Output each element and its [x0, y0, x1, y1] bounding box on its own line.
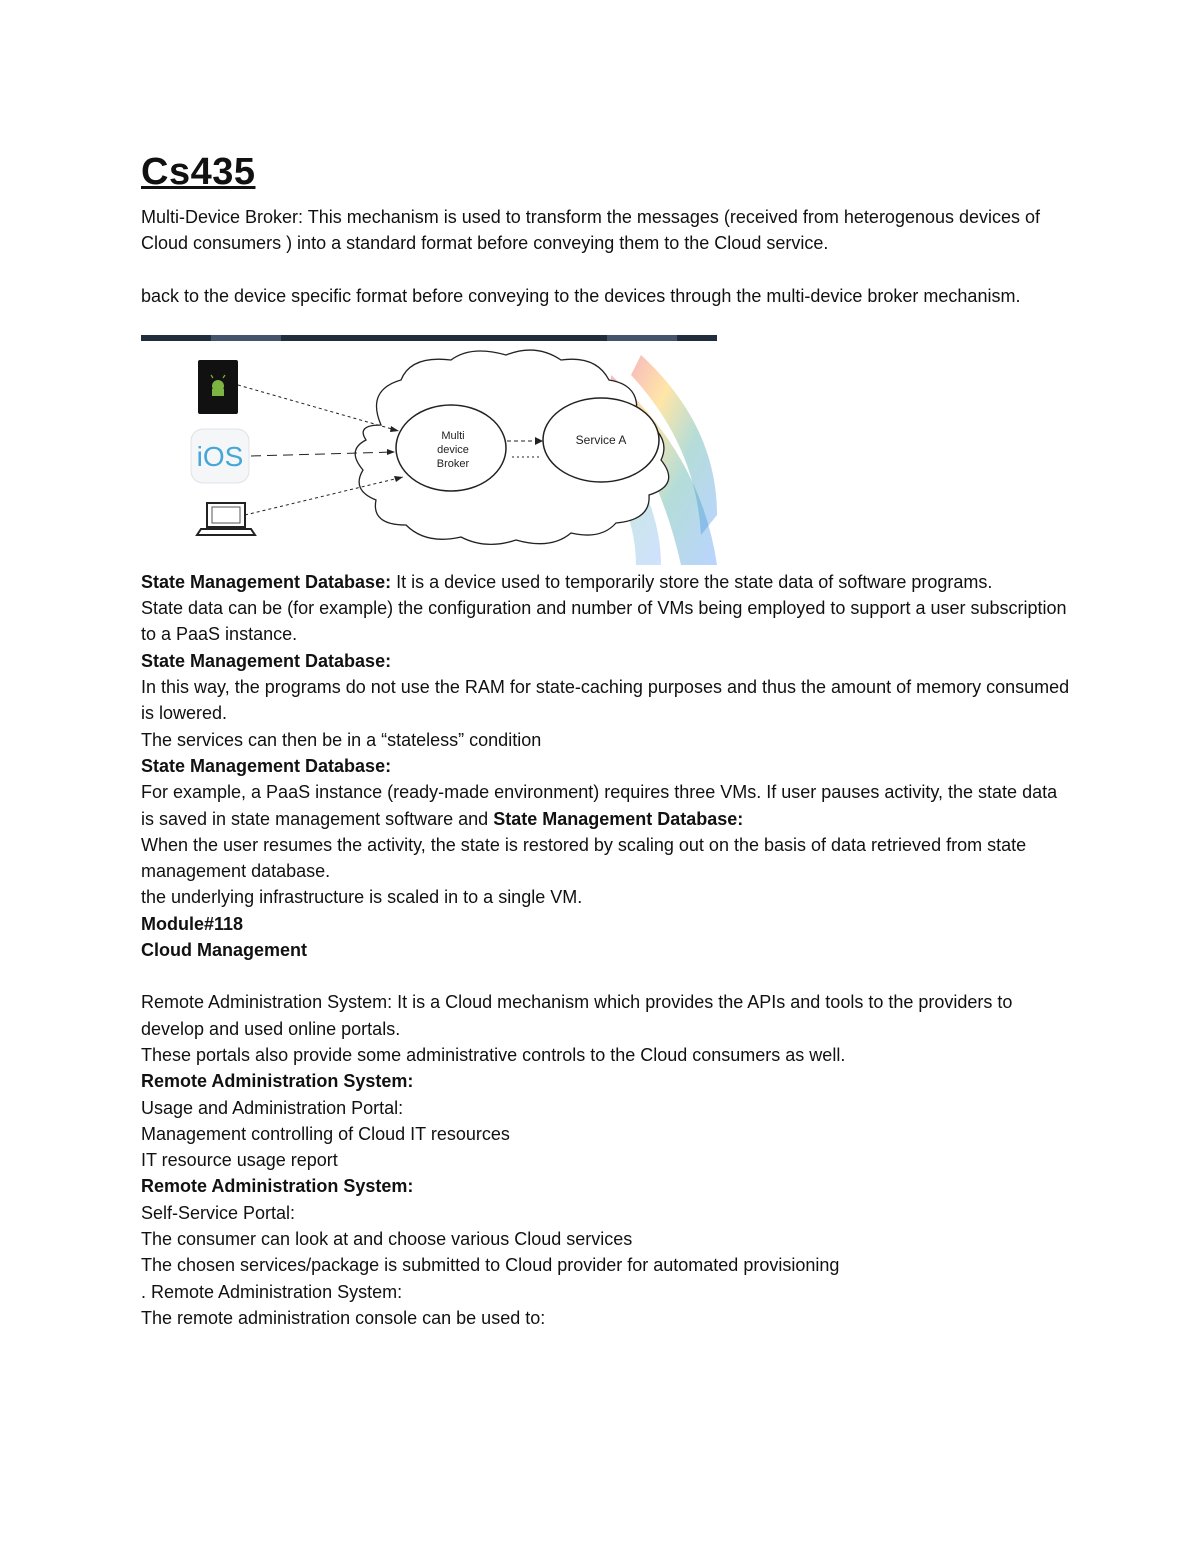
ras-line-5: The consumer can look at and choose various Cloud services	[141, 1229, 633, 1250]
smd-paragraph-3: In this way, the programs do not use the RAM for state-caching purposes and thus the amount of memory consumed is lowered.	[141, 677, 1070, 724]
broker-label-line-1: Multi	[441, 429, 465, 442]
broker-label-line-3: Broker	[436, 457, 470, 470]
broker-label-line-2: device	[437, 443, 469, 456]
ras-line-1: Usage and Administration Portal:	[141, 1097, 404, 1118]
document-title: Cs435	[141, 151, 256, 193]
multi-device-broker-diagram	[141, 335, 717, 565]
ras-paragraph-1: Remote Administration System: It is a Cloud mechanism which provides the APIs and tools to the providers to develop and used online portals.	[141, 992, 1013, 1039]
smd-paragraph-1-text: It is a device used to temporarily store the state data of software programs.	[391, 571, 993, 592]
ras-paragraph-2: These portals also provide some administrative controls to the Cloud consumers as well.	[141, 1044, 846, 1065]
blank-line	[141, 257, 1071, 283]
ras-line-6: The chosen services/package is submitted to Cloud provider for automated provisioning	[141, 1255, 840, 1276]
smd-paragraph-6: When the user resumes the activity, the state is restored by scaling out on the basis of data retrieved from state management database.	[141, 834, 1027, 882]
intro-paragraph-2: back to the device specific format before conveying to the devices through the multi-device broker mechanism.	[141, 285, 1021, 306]
smd-heading-inline: State Management Database:	[141, 571, 392, 592]
ras-line-2: Management controlling of Cloud IT resources	[141, 1123, 510, 1144]
ras-line-8: The remote administration console can be used to:	[141, 1307, 546, 1328]
smd-paragraph-2: State data can be (for example) the configuration and number of VMs being employed to support a user subscription to a PaaS instance.	[141, 598, 1067, 645]
smd-paragraph-5-bold: State Management Database:	[493, 808, 744, 829]
module-name: Cloud Management	[141, 940, 308, 961]
ras-line-7: . Remote Administration System:	[141, 1281, 403, 1302]
smd-paragraph-1	[141, 569, 1071, 595]
ras-line-4: Self-Service Portal:	[141, 1202, 296, 1223]
diagram-svg	[141, 335, 717, 565]
smd-heading-3: State Management Database:	[141, 755, 392, 776]
ras-line-3: IT resource usage report	[141, 1150, 338, 1171]
ios-logo-icon	[191, 429, 249, 483]
ras-heading-1: Remote Administration System:	[141, 1071, 414, 1092]
smd-paragraph-7: the underlying infrastructure is scaled in to a single VM.	[141, 887, 583, 908]
android-tablet-icon	[198, 360, 238, 414]
ios-text: iOS	[196, 440, 244, 472]
intro-paragraph-1: Multi-Device Broker: This mechanism is used to transform the messages (received from heterogenous devices of Cloud consumers ) into a standard format before conveying them to the Cloud service.	[141, 207, 1041, 254]
smd-paragraph-5-text: For example, a PaaS instance (ready-made environment) requires three VMs. If user pauses activity, the state data is saved in state management software and	[141, 782, 1058, 829]
document-body	[141, 150, 1071, 1331]
service-a-label: Service A	[575, 432, 627, 447]
ras-heading-2: Remote Administration System:	[141, 1176, 414, 1197]
smd-paragraph-4: The services can then be in a “stateless” condition	[141, 729, 542, 750]
blank-line	[141, 963, 1071, 989]
module-number: Module#118	[141, 913, 244, 934]
smd-paragraph-5	[141, 779, 1071, 832]
smd-heading-2: State Management Database:	[141, 650, 392, 671]
laptop-icon	[197, 503, 255, 535]
